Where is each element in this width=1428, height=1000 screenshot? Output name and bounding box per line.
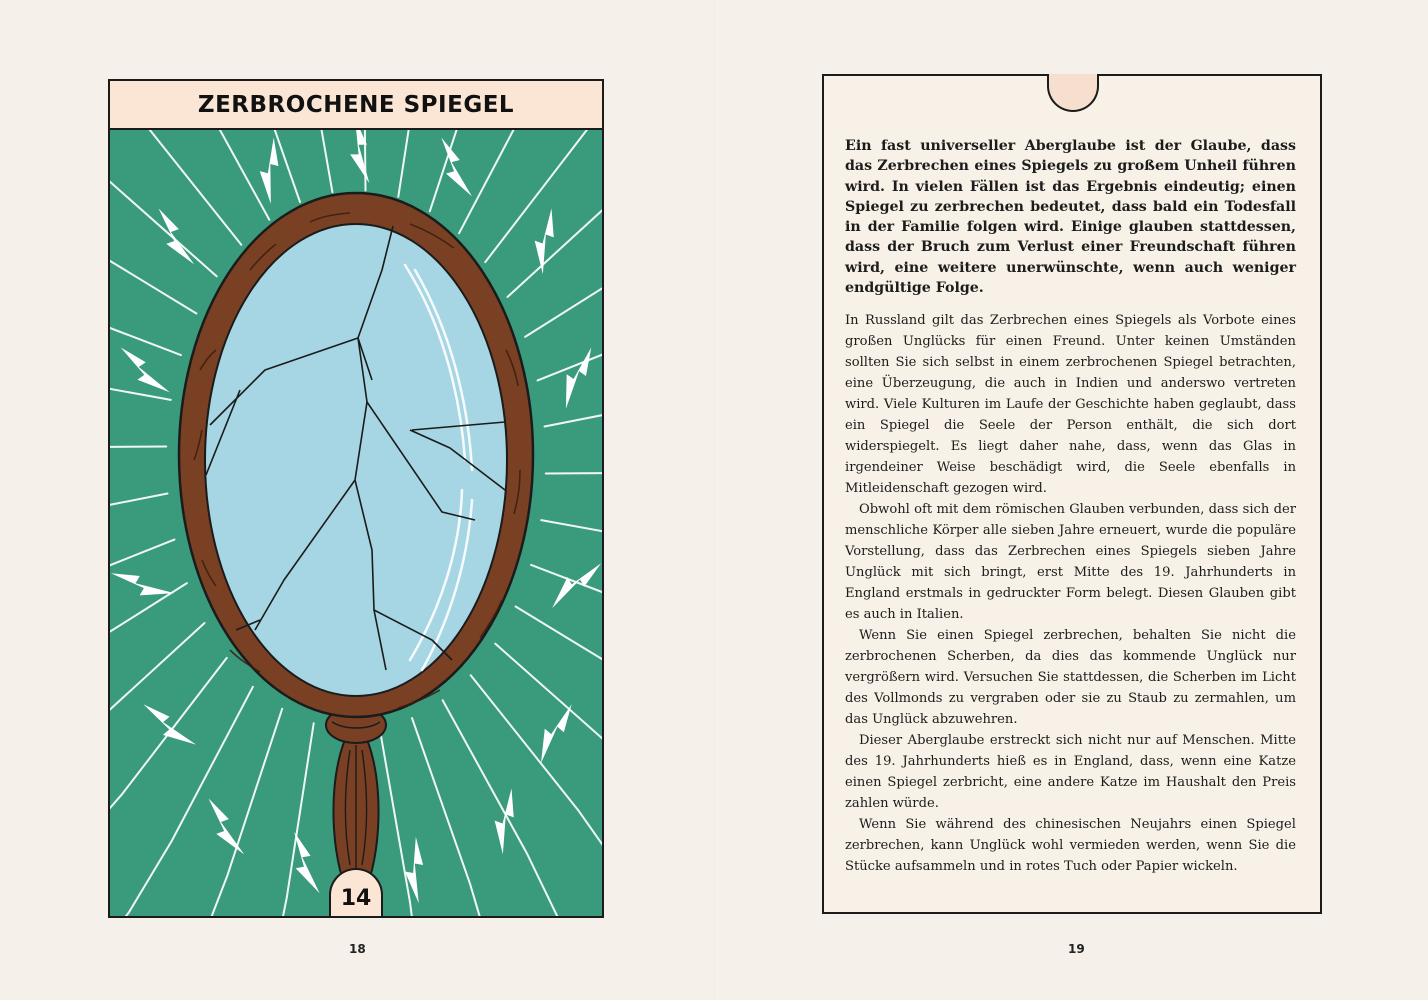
body-paragraph: In Russland gilt das Zerbrechen eines Spiegels als Vorbote eines großen Unglücks für einen Freund. Unter keinen Umständen sollten Sie sich selbst in einem zerbrochenen Spiegel betrachten, eine Überzeugung, die auch in Indien und anderswo vertreten wird. Viele Kulturen im Laufe der Geschichte haben geglaubt, dass ein Spiegel die Seele der Person enthält, die sich dort widerspiegelt. Es liegt daher nahe, dass, wenn das Glas in irgendeiner Weise beschädigt wird, die Seele ebenfalls in Mitleidenschaft gezogen wird. [845,313,1296,497]
card-title: ZERBROCHENE SPIEGEL [197,91,515,118]
card-number: 14 [340,885,372,911]
card-number-badge [329,868,383,918]
text-body [845,136,1296,877]
page-number-left: 18 [349,942,366,956]
superstition-card [108,79,604,918]
body-paragraph: Wenn Sie einen Spiegel zerbrechen, behalten Sie nicht die zerbrochenen Scherben, da dies das kommende Unglück nur vergrößern wird. Versuchen Sie stattdessen, die Scherben im Licht des Vollmonds zu vergraben oder sie zu Staub zu zermahlen, um das Unglück abzuwehren. [845,628,1296,728]
body-paragraph: Wenn Sie während des chinesischen Neujahrs einen Spiegel zerbrechen, kann Unglück wohl vermieden werden, wenn Sie die Stücke aufsammeln und in rotes Tuch oder Papier wickeln. [845,817,1296,875]
book-spine [714,0,715,1000]
page-number-right: 19 [1068,942,1085,956]
body-paragraph: Obwohl oft mit dem römischen Glauben verbunden, dass sich der menschliche Körper alle sieben Jahre erneuert, wurde die populäre Vorstellung, dass das Zerbrechen eines Spiegels sieben Jahre Unglück mit sich bringt, erst Mitte des 19. Jahrhunderts in England erstmals in gedruckter Form belegt. Diesen Glauben gibt es auch in Italien. [845,502,1296,623]
body-paragraph: Dieser Aberglaube erstreckt sich nicht nur auf Menschen. Mitte des 19. Jahrhunderts hieß es in England, dass, wenn eine Katze einen Spiegel zerbricht, eine andere Katze im Haushalt den Preis zahlen würde. [845,733,1296,812]
card-header [110,81,602,130]
broken-hand-mirror-icon [110,130,602,916]
intro-paragraph: Ein fast universeller Aberglaube ist der Glaube, dass das Zerbrechen eines Spiegels zu großem Unheil führen wird. In vielen Fällen ist das Ergebnis eindeutig; einen Spiegel zu zerbrechen bedeutet, dass bald ein Todesfall in der Familie folgen wird. Einige glauben stattdessen, dass der Bruch zum Verlust einer Freundschaft führen wird, eine weitere unerwünschte, wenn auch weniger endgültige Folge. [845,138,1296,297]
